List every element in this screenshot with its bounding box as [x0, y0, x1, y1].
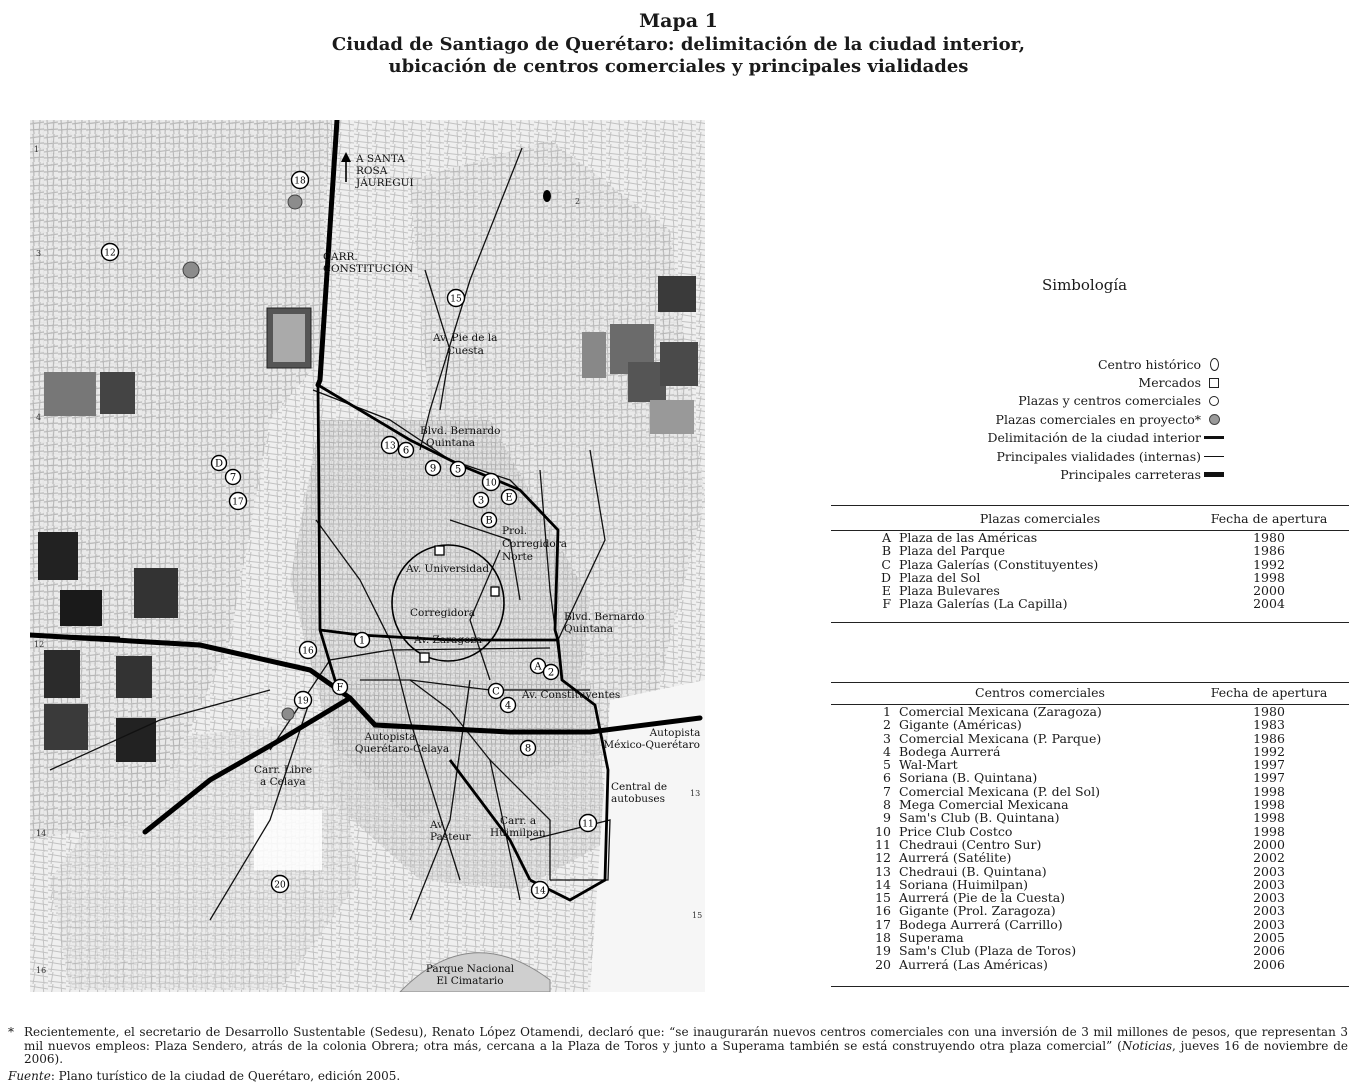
label-bernardo-quintana-north: Blvd. Bernardo Quintana — [420, 425, 501, 449]
table-row — [831, 597, 1349, 610]
marker-6[interactable] — [399, 443, 414, 458]
thick-line-icon — [1204, 436, 1224, 439]
marker-label: 9 — [429, 463, 437, 475]
row-code: 15 — [875, 890, 891, 906]
row-year: 1997 — [1253, 770, 1285, 786]
figure-number: Mapa 1 — [639, 10, 718, 32]
row-year: 2000 — [1253, 583, 1285, 599]
grid-number: 14 — [36, 829, 47, 838]
legend-item-plazas — [807, 392, 1227, 410]
row-year: 1986 — [1253, 730, 1285, 746]
grid-number: 1 — [34, 145, 40, 154]
table-row — [831, 825, 1349, 838]
marker-17[interactable] — [230, 493, 247, 510]
centros-table-body — [831, 705, 1349, 971]
label-autopista-celaya: Autopista Querétaro-Celaya — [354, 731, 450, 755]
table-top-rule — [831, 505, 1349, 506]
legend-item-plazas-proyecto — [807, 410, 1227, 428]
legend-label: Principales carreteras — [1060, 467, 1201, 483]
grid-number: 4 — [36, 413, 42, 422]
row-code: 12 — [875, 850, 891, 866]
map-landmark-icon — [543, 190, 551, 202]
legend-label: Principales vialidades (internas) — [996, 448, 1201, 464]
footnote-italic: Noticias — [1121, 1038, 1173, 1053]
legend-label: Mercados — [1138, 375, 1201, 391]
marker-label: B — [485, 515, 493, 527]
marker-B[interactable] — [482, 513, 497, 528]
table-row — [831, 718, 1349, 731]
marker-label: 8 — [524, 743, 532, 755]
row-code: 8 — [883, 797, 891, 813]
plazas-table-body — [831, 531, 1349, 611]
marker-9[interactable] — [426, 461, 441, 476]
plazas-header-date: Fecha de apertura — [1189, 508, 1349, 531]
table-row — [831, 865, 1349, 878]
marker-8[interactable] — [521, 741, 536, 756]
row-name: Aurrerá (Pie de la Cuesta) — [899, 890, 1066, 906]
marker-label: 17 — [232, 497, 244, 508]
marker-label: 7 — [229, 472, 237, 484]
circle-icon — [1209, 396, 1219, 406]
grid-number: 15 — [692, 911, 703, 920]
grid-number: 2 — [575, 197, 581, 206]
grid-number: 3 — [36, 249, 42, 258]
marker-label: 18 — [294, 176, 306, 187]
row-year: 2002 — [1253, 850, 1285, 866]
marker-label: F — [336, 682, 344, 694]
row-name: Plaza de las Américas — [899, 530, 1038, 545]
row-code: F — [882, 596, 891, 612]
row-year: 1983 — [1253, 717, 1285, 733]
marker-4[interactable] — [501, 698, 516, 713]
grid-number: 16 — [36, 966, 47, 975]
legend-item-mercados — [807, 373, 1227, 391]
row-name: Price Club Costco — [899, 823, 1013, 839]
footnote — [8, 1026, 1348, 1067]
marker-label: 16 — [302, 646, 314, 657]
source-text: : Plano turístico de la ciudad de Querétaro, edición 2005. — [50, 1069, 401, 1083]
marker-label: 4 — [504, 700, 512, 712]
marker-11[interactable] — [580, 815, 597, 832]
source-label: Fuente — [8, 1069, 51, 1083]
marker-F[interactable] — [333, 680, 348, 695]
marker-label: C — [492, 686, 500, 698]
marker-label: 14 — [534, 886, 546, 897]
heavy-line-icon — [1204, 472, 1224, 477]
table-row — [831, 798, 1349, 811]
marker-16[interactable] — [300, 642, 317, 659]
label-av-pasteur: Av. Pasteur — [430, 819, 471, 843]
row-name: Plaza Galerías (Constituyentes) — [899, 556, 1099, 572]
row-code: 5 — [883, 757, 891, 773]
table-row — [831, 544, 1349, 557]
label-carr-constitucion: CARR. CONSTITUCIÓN — [323, 251, 414, 275]
row-year: 2005 — [1253, 930, 1285, 946]
row-year: 1992 — [1253, 743, 1285, 759]
marker-15[interactable] — [448, 290, 465, 307]
row-code: 3 — [883, 730, 891, 746]
row-code: 20 — [875, 956, 891, 972]
table-row — [831, 531, 1349, 545]
row-name: Comercial Mexicana (P. Parque) — [899, 730, 1102, 746]
row-code: 9 — [883, 810, 891, 826]
figure-title-line-1: Ciudad de Santiago de Querétaro: delimitación de la ciudad interior, — [331, 34, 1026, 55]
plazas-table — [831, 508, 1349, 611]
table-row — [831, 958, 1349, 971]
table-row — [831, 732, 1349, 745]
market-marker — [491, 587, 499, 596]
row-code: A — [881, 530, 891, 545]
marker-label: 1 — [358, 635, 366, 647]
marker-label: 20 — [274, 880, 286, 891]
row-code: 7 — [883, 783, 891, 799]
row-name: Chedraui (Centro Sur) — [899, 836, 1042, 852]
label-av-zaragoza: Av. Zaragoza — [414, 634, 483, 646]
market-marker — [420, 653, 429, 662]
marker-C[interactable] — [489, 684, 504, 699]
marker-label: 6 — [402, 445, 410, 457]
row-name: Bodega Aurrerá (Carrillo) — [899, 916, 1063, 932]
marker-E[interactable] — [502, 490, 517, 505]
row-code: 18 — [875, 930, 891, 946]
table-row — [831, 811, 1349, 824]
row-name: Gigante (Prol. Zaragoza) — [899, 903, 1056, 919]
row-code: 11 — [875, 836, 891, 852]
legend-title: Simbología — [1042, 276, 1128, 294]
table-header-row — [831, 508, 1349, 531]
row-code: B — [881, 543, 891, 559]
label-carr-huimilpan: Carr. a Huimilpan — [490, 815, 546, 839]
row-code: 2 — [883, 717, 891, 733]
marker-label: 2 — [547, 667, 555, 679]
table-row — [831, 878, 1349, 891]
gray-circle-icon — [1209, 414, 1220, 425]
marker-18[interactable] — [292, 172, 309, 189]
table-row — [831, 785, 1349, 798]
source-note — [8, 1070, 1348, 1084]
centros-header-name: Centros comerciales — [831, 682, 1189, 705]
label-bernardo-quintana-east: Blvd. Bernardo Quintana — [564, 611, 645, 635]
legend-label: Plazas y centros comerciales — [1018, 393, 1201, 409]
table-row — [831, 891, 1349, 904]
legend-item-vialidades — [807, 447, 1227, 465]
row-year: 2003 — [1253, 876, 1285, 892]
row-name: Wal-Mart — [899, 757, 958, 773]
grid-number: 13 — [690, 789, 701, 798]
footnote-main: Recientemente, el secretario de Desarrollo Sustentable (Sedesu), Renato López Otamendi, declaró que: “se inaugurarán nuevos centros comerciales con una inversión de 3 mil millones de pesos, que representan 3 mil nuevos empleos: Plaza Sendero, atrás de la colonia Obrera; otra más, cercana a la Plaza de Toros y junto a Superama también se está construyendo otra plaza comercial” ( — [24, 1025, 1348, 1053]
row-year: 1998 — [1253, 783, 1285, 799]
row-code: 16 — [875, 903, 891, 919]
row-year: 1998 — [1253, 797, 1285, 813]
row-name: Plaza del Parque — [899, 543, 1005, 559]
row-year: 2006 — [1253, 956, 1285, 972]
table-row — [831, 851, 1349, 864]
label-santa-rosa: A SANTA ROSA JÁUREGUI — [356, 153, 414, 189]
row-year: 1998 — [1253, 810, 1285, 826]
row-year: 2003 — [1253, 903, 1285, 919]
row-name: Comercial Mexicana (P. del Sol) — [899, 783, 1100, 799]
legend-item-carreteras — [807, 465, 1227, 483]
marker-12[interactable] — [102, 244, 119, 261]
label-prol-corregidora: Prol. Corregidora Norte — [502, 525, 568, 563]
city-map[interactable] — [30, 120, 705, 992]
label-pie-cuesta: Av. Pie de la Cuesta — [433, 332, 498, 357]
table-row — [831, 705, 1349, 719]
table-row — [831, 918, 1349, 931]
table-row — [831, 944, 1349, 957]
row-code: 19 — [875, 943, 891, 959]
label-central-autobuses: Central de autobuses — [611, 781, 668, 805]
label-av-constituyentes: Av. Constituyentes — [522, 689, 621, 701]
row-year: 2006 — [1253, 943, 1285, 959]
marker-5[interactable] — [451, 462, 466, 477]
marker-label: 3 — [477, 495, 485, 507]
table-row — [831, 558, 1349, 571]
row-code: 17 — [875, 916, 891, 932]
marker-label: E — [505, 492, 513, 504]
row-name: Mega Comercial Mexicana — [899, 797, 1069, 813]
table-row — [831, 931, 1349, 944]
row-code: 1 — [883, 704, 891, 719]
marker-label: 10 — [485, 478, 497, 489]
marker-10[interactable] — [483, 474, 500, 491]
row-year: 1986 — [1253, 543, 1285, 559]
row-name: Gigante (Américas) — [899, 717, 1022, 733]
row-year: 2003 — [1253, 890, 1285, 906]
row-name: Sam's Club (B. Quintana) — [899, 810, 1060, 826]
centros-table — [831, 682, 1349, 971]
row-name: Soriana (B. Quintana) — [899, 770, 1038, 786]
marker-label: 11 — [582, 819, 594, 830]
map-label-patch — [254, 810, 322, 870]
marker-19[interactable] — [295, 692, 312, 709]
row-code: D — [880, 569, 891, 585]
marker-14[interactable] — [532, 882, 549, 899]
footnote-end: , jueves 16 de noviembre de 2006). — [24, 1038, 1348, 1066]
label-carr-libre-celaya: Carr. Libre a Celaya — [254, 764, 313, 788]
marker-label: 13 — [384, 441, 396, 452]
marker-1[interactable] — [355, 633, 370, 648]
figure-title-line-2: ubicación de centros comerciales y principales vialidades — [388, 56, 969, 77]
row-year: 2000 — [1253, 836, 1285, 852]
row-code: 13 — [875, 863, 891, 879]
row-name: Aurrerá (Satélite) — [899, 850, 1012, 866]
city-map-svg — [30, 120, 705, 992]
footnote-text — [24, 1026, 1348, 1067]
table-row — [831, 758, 1349, 771]
row-name: Comercial Mexicana (Zaragoza) — [899, 704, 1102, 719]
marker-label: 15 — [450, 294, 462, 305]
marker-3[interactable] — [474, 493, 489, 508]
row-year: 1980 — [1253, 530, 1285, 545]
centros-header-date: Fecha de apertura — [1189, 682, 1349, 705]
oval-icon — [1210, 358, 1219, 371]
grid-number: 12 — [34, 640, 45, 649]
row-name: Plaza Galerías (La Capilla) — [899, 596, 1068, 612]
row-code: E — [881, 583, 891, 599]
legend-item-delimitacion — [807, 429, 1227, 447]
square-icon — [1209, 378, 1219, 388]
label-autopista-mexico: Autopista México-Querétaro — [603, 727, 701, 751]
table-bottom-rule — [831, 622, 1349, 623]
label-av-universidad: Av. Universidad — [406, 563, 490, 575]
marker-7[interactable] — [226, 470, 241, 485]
marker-label: 5 — [454, 464, 462, 476]
table-row — [831, 838, 1349, 851]
marker-label: 19 — [297, 696, 309, 707]
legend-item-centro-historico — [807, 355, 1227, 373]
row-code: C — [881, 556, 891, 572]
planned-plaza-marker — [282, 708, 294, 720]
legend-label: Delimitación de la ciudad interior — [987, 430, 1201, 446]
row-year: 2003 — [1253, 916, 1285, 932]
table-header-row — [831, 682, 1349, 705]
marker-label: D — [214, 458, 224, 470]
legend — [807, 355, 1227, 484]
table-row — [831, 904, 1349, 917]
row-year: 2004 — [1253, 596, 1285, 612]
row-name: Sam's Club (Plaza de Toros) — [899, 943, 1077, 959]
row-year: 1998 — [1253, 823, 1285, 839]
row-name: Superama — [899, 930, 964, 946]
planned-plaza-marker — [288, 195, 302, 209]
row-name: Bodega Aurrerá — [899, 743, 1001, 759]
legend-label: Centro histórico — [1097, 356, 1201, 372]
table-row — [831, 771, 1349, 784]
plazas-header-name: Plazas comerciales — [831, 508, 1189, 531]
marker-label: A — [534, 661, 542, 673]
row-name: Aurrerá (Las Américas) — [899, 956, 1048, 972]
thin-line-icon — [1204, 456, 1224, 457]
planned-plaza-marker — [183, 262, 199, 278]
table-row — [831, 745, 1349, 758]
row-name: Soriana (Huimilpan) — [899, 876, 1029, 892]
row-year: 1980 — [1253, 704, 1285, 719]
table-bottom-rule — [831, 986, 1349, 987]
row-name: Plaza Bulevares — [899, 583, 1000, 599]
table-row — [831, 571, 1349, 584]
marker-2[interactable] — [544, 665, 559, 680]
row-year: 1998 — [1253, 569, 1285, 585]
table-row — [831, 584, 1349, 597]
legend-label: Plazas comerciales en proyecto* — [995, 411, 1201, 427]
row-name: Chedraui (B. Quintana) — [899, 863, 1047, 879]
row-year: 1992 — [1253, 556, 1285, 572]
row-name: Plaza del Sol — [899, 569, 981, 585]
row-code: 6 — [883, 770, 891, 786]
marker-label: 12 — [104, 248, 116, 259]
label-corregidora: Corregidora — [410, 607, 476, 619]
row-code: 10 — [875, 823, 891, 839]
marker-20[interactable] — [272, 876, 289, 893]
marker-13[interactable] — [382, 437, 399, 454]
footnote-star: * — [8, 1025, 14, 1039]
row-code: 14 — [875, 876, 891, 892]
label-parque-cimatario: Parque Nacional El Cimatario — [425, 963, 515, 987]
row-year: 1997 — [1253, 757, 1285, 773]
marker-D[interactable] — [212, 456, 227, 471]
row-year: 2003 — [1253, 863, 1285, 879]
row-code: 4 — [883, 743, 891, 759]
market-marker — [435, 546, 444, 555]
